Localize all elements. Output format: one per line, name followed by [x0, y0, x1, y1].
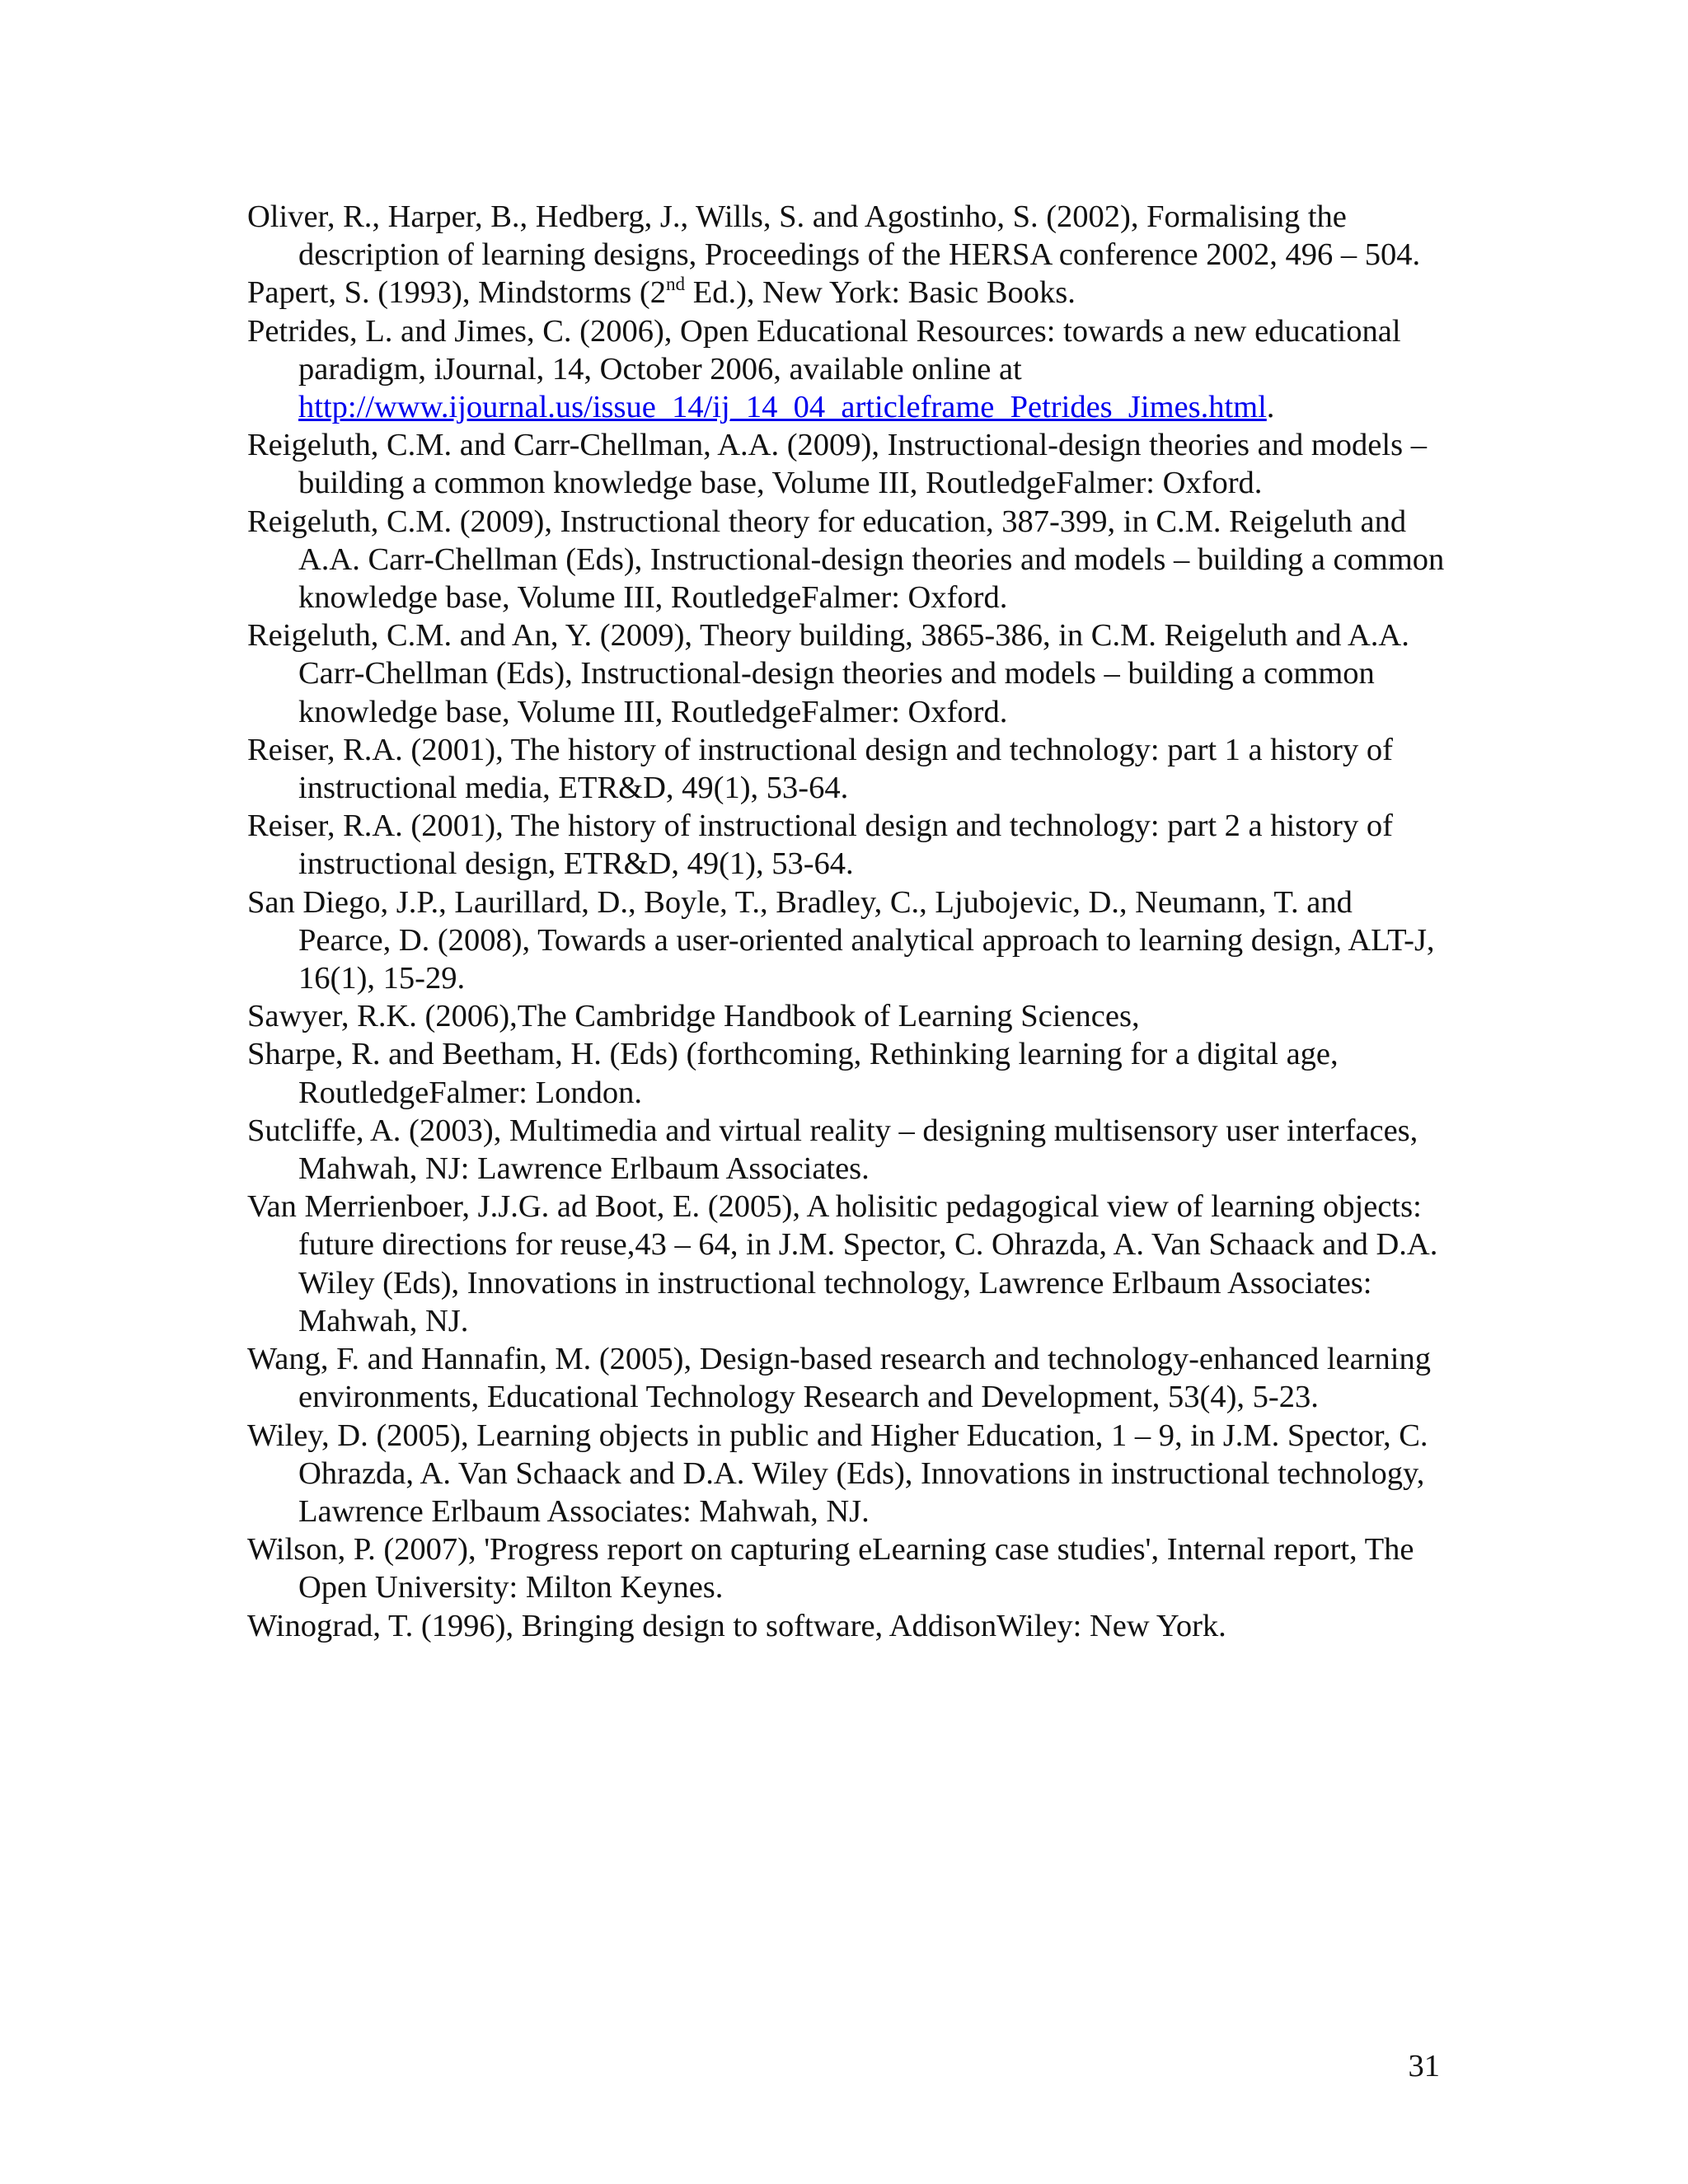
reference-sutcliffe: Sutcliffe, A. (2003), Multimedia and virtual reality – designing multisensory user interfaces, Mahwah, NJ: Lawrence Erlbaum Associates. — [247, 1113, 1418, 1187]
reference-reiser-part-2: Reiser, R.A. (2001), The history of instructional design and technology: part 2 a history of instructional design, ETR&D, 49(1), 53-64. — [247, 808, 1393, 882]
reference-van-merrienboer: Van Merrienboer, J.J.G. ad Boot, E. (2005), A holisitic pedagogical view of learning objects: future directions for reuse,43 – 64, in J.M. Spector, C. Ohrazda, A. Van Schaack and D.A. Wiley (Eds), Innovations in instructional technology, Lawrence Erlbaum Associates: Mahwah, NJ. — [247, 1189, 1438, 1338]
reference-sawyer: Sawyer, R.K. (2006),The Cambridge Handbook of Learning Sciences, — [247, 999, 1140, 1034]
reference-petrides — [247, 312, 1451, 427]
reference-papert-text-end: Ed.), New York: Basic Books. — [685, 275, 1076, 311]
reference-reigeluth: Reigeluth, C.M. (2009), Instructional theory for education, 387-399, in C.M. Reigeluth and A.A. Carr-Chellman (Eds), Instructional-design theories and models – building a common knowledge base, Volume III, RoutledgeFalmer: Oxford. — [247, 504, 1445, 616]
reference-petrides-end: . — [1266, 390, 1275, 425]
reference-sharpe: Sharpe, R. and Beetham, H. (Eds) (forthcoming, Rethinking learning for a digital age, RoutledgeFalmer: London. — [247, 1037, 1339, 1110]
reference-petrides-text: Petrides, L. and Jimes, C. (2006), Open Educational Resources: towards a new educational paradigm, iJournal, 14, October 2006, available online at — [247, 313, 1401, 387]
reference-reigeluth-an: Reigeluth, C.M. and An, Y. (2009), Theory building, 3865-386, in C.M. Reigeluth and A.A. Carr-Chellman (Eds), Instructional-design theories and models – building a common knowledge base, Volume III, RoutledgeFalmer: Oxford. — [247, 618, 1409, 729]
reference-wilson: Wilson, P. (2007), 'Progress report on capturing eLearning case studies', Internal report, The Open University: Milton Keynes. — [247, 1532, 1414, 1605]
reference-oliver: Oliver, R., Harper, B., Hedberg, J., Wills, S. and Agostinho, S. (2002), Formalising the description of learning designs, Proceedings of the HERSA conference 2002, 496 – 504. — [247, 199, 1421, 273]
reference-papert-text: Papert, S. (1993), Mindstorms (2 — [247, 275, 666, 311]
reference-reiser-part-1: Reiser, R.A. (2001), The history of instructional design and technology: part 1 a history of instructional media, ETR&D, 49(1), 53-64. — [247, 732, 1393, 806]
reference-papert — [247, 274, 1451, 312]
reference-winograd: Winograd, T. (1996), Bringing design to software, AddisonWiley: New York. — [247, 1608, 1226, 1643]
reference-papert-superscript: nd — [665, 273, 686, 295]
page-number: 31 — [1408, 2049, 1440, 2083]
reference-san-diego: San Diego, J.P., Laurillard, D., Boyle, T., Bradley, C., Ljubojevic, D., Neumann, T. and Pearce, D. (2008), Towards a user-oriented analytical approach to learning design, ALT-J, 16(1), 15-29. — [247, 884, 1435, 996]
petrides-url-link[interactable]: http://www.ijournal.us/issue_14/ij_14_04_articleframe_Petrides_Jimes.html — [298, 390, 1267, 425]
reference-wang: Wang, F. and Hannafin, M. (2005), Design-based research and technology-enhanced learning environments, Educational Technology Research and Development, 53(4), 5-23. — [247, 1342, 1432, 1415]
reference-wiley: Wiley, D. (2005), Learning objects in public and Higher Education, 1 – 9, in J.M. Spector, C. Ohrazda, A. Van Schaack and D.A. Wiley (Eds), Innovations in instructional technology, Lawrence Erlbaum Associates: Mahwah, NJ. — [247, 1418, 1428, 1529]
reference-list — [247, 198, 1451, 1645]
reference-reigeluth-carr-chellman: Reigeluth, C.M. and Carr-Chellman, A.A. (2009), Instructional-design theories and models – building a common knowledge base, Volume III, RoutledgeFalmer: Oxford. — [247, 428, 1427, 501]
